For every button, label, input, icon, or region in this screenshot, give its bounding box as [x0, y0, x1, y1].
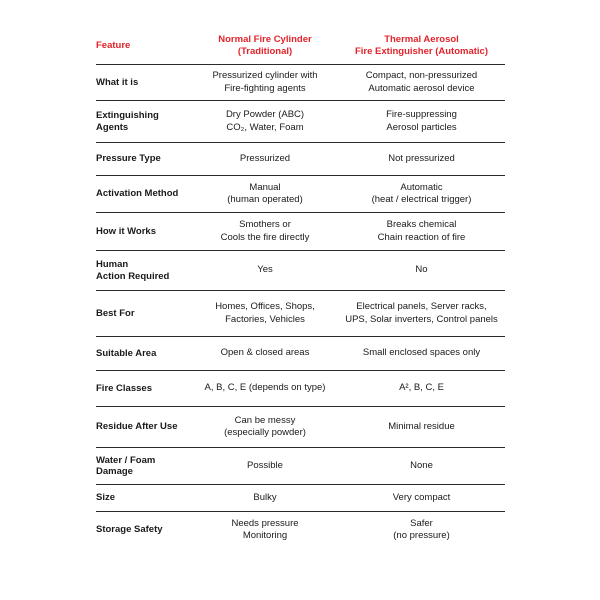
- feature-label: [96, 226, 192, 237]
- feature-label-line: Pressure Type: [96, 153, 161, 165]
- feature-label-line: How it Works: [96, 225, 156, 237]
- feature-label: [96, 383, 192, 394]
- thermal-aerosol-value: [338, 301, 505, 326]
- normal-cylinder-value: [192, 153, 338, 165]
- feature-label-line: Fire Classes: [96, 382, 152, 394]
- thermal-aerosol-value-line: (heat / electrical trigger): [371, 194, 472, 205]
- thermal-aerosol-value-line: Automatic: [400, 181, 443, 193]
- feature-label: [96, 308, 192, 319]
- feature-label: [96, 153, 192, 164]
- table-row: [96, 512, 505, 548]
- comparison-table: [96, 27, 505, 548]
- thermal-aerosol-value: [338, 492, 505, 504]
- thermal-aerosol-value: [338, 264, 505, 276]
- feature-label-line: Best For: [96, 307, 135, 319]
- table-row: [96, 291, 505, 337]
- table-row: [96, 371, 505, 407]
- normal-cylinder-value-line: Factories, Vehicles: [225, 313, 305, 325]
- thermal-aerosol-value: [338, 382, 505, 394]
- normal-cylinder-value-line: Bulky: [253, 491, 277, 503]
- thermal-aerosol-value: [338, 421, 505, 433]
- thermal-aerosol-value-line: Chain reaction of fire: [377, 231, 466, 243]
- thermal-aerosol-value: [338, 347, 505, 359]
- table-row: [96, 213, 505, 251]
- thermal-aerosol-value-line: Automatic aerosol device: [368, 82, 475, 94]
- normal-cylinder-value-line: Yes: [257, 264, 273, 276]
- thermal-aerosol-value-line: No: [415, 264, 428, 276]
- thermal-aerosol-value-line: None: [410, 459, 433, 471]
- normal-cylinder-value-line: (human operated): [227, 194, 303, 205]
- feature-label: [96, 110, 192, 133]
- normal-cylinder-value-line: Can be messy: [234, 414, 296, 426]
- normal-cylinder-value-line: Cools the fire directly: [220, 231, 310, 243]
- normal-cylinder-value-line: Monitoring: [242, 530, 288, 541]
- normal-cylinder-value-line: Fire-fighting agents: [224, 82, 306, 94]
- thermal-aerosol-value-line: Aerosol particles: [386, 121, 457, 133]
- table-body: [96, 65, 505, 548]
- feature-label-line: Activation Method: [96, 188, 179, 200]
- thermal-aerosol-value-line: Small enclosed spaces only: [362, 347, 481, 359]
- table-row: [96, 101, 505, 143]
- normal-cylinder-value-line: Homes, Offices, Shops,: [215, 301, 315, 313]
- thermal-aerosol-value: [338, 460, 505, 472]
- normal-cylinder-value: [192, 264, 338, 276]
- feature-label-line: Water / Foam: [96, 454, 156, 466]
- feature-label-line: Size: [96, 492, 116, 504]
- normal-cylinder-value-line: Possible: [247, 459, 283, 471]
- normal-cylinder-value: [192, 301, 338, 326]
- thermal-aerosol-value-line: Fire-suppressing: [386, 109, 457, 121]
- table-row: [96, 448, 505, 485]
- normal-cylinder-value: [192, 492, 338, 504]
- thermal-aerosol-value-line: Minimal residue: [388, 420, 455, 432]
- feature-label: [96, 348, 192, 359]
- normal-cylinder-value: [192, 347, 338, 359]
- feature-label-line: Extinguishing: [96, 110, 159, 122]
- normal-cylinder-value: [192, 109, 338, 134]
- normal-cylinder-value: [192, 460, 338, 472]
- feature-label-line: Human: [96, 259, 129, 271]
- table-row: [96, 176, 505, 213]
- feature-label-line: Residue After Use: [96, 421, 178, 433]
- normal-cylinder-value-line: Pressurized: [239, 152, 291, 164]
- thermal-aerosol-value-line: UPS, Solar inverters, Control panels: [345, 313, 498, 325]
- normal-cylinder-value-line: Smothers or: [239, 219, 291, 231]
- thermal-aerosol-value-line: (no pressure): [393, 530, 450, 541]
- thermal-aerosol-value: [338, 153, 505, 165]
- feature-label-line: Agents: [96, 121, 129, 133]
- normal-cylinder-value-line: Pressurized cylinder with: [212, 70, 318, 82]
- feature-label-line: Suitable Area: [96, 347, 157, 359]
- normal-cylinder-value-line: (especially powder): [224, 427, 306, 438]
- thermal-aerosol-value: [338, 182, 505, 207]
- thermal-aerosol-value-line: Electrical panels, Server racks,: [356, 301, 487, 313]
- thermal-aerosol-value-line: Safer: [410, 517, 433, 529]
- normal-cylinder-value-line: Manual: [249, 181, 281, 193]
- normal-cylinder-value-line: Dry Powder (ABC): [225, 109, 305, 121]
- feature-label-line: What it is: [96, 76, 139, 88]
- header-normal-cylinder: Normal Fire Cylinder (Traditional): [218, 33, 312, 57]
- normal-cylinder-value: [192, 415, 338, 440]
- feature-label-line: Damage: [96, 466, 133, 477]
- normal-cylinder-value-line: CO₂, Water, Foam: [226, 121, 304, 133]
- feature-label: [96, 492, 192, 503]
- thermal-aerosol-value-line: Compact, non-pressurized: [365, 70, 478, 82]
- normal-cylinder-value: [192, 219, 338, 244]
- table-row: [96, 143, 505, 176]
- normal-cylinder-value-line: A, B, C, E (depends on type): [204, 382, 326, 394]
- thermal-aerosol-value-line: Not pressurized: [388, 152, 455, 164]
- table-row: [96, 485, 505, 512]
- normal-cylinder-value-line: Open & closed areas: [220, 347, 310, 359]
- normal-cylinder-value: [192, 518, 338, 543]
- table-row: [96, 337, 505, 371]
- header-feature: Feature: [96, 39, 131, 51]
- normal-cylinder-value: [192, 70, 338, 95]
- table-row: [96, 251, 505, 291]
- feature-label-line: Storage Safety: [96, 524, 163, 536]
- thermal-aerosol-value-line: Very compact: [392, 491, 451, 503]
- thermal-aerosol-value: [338, 518, 505, 543]
- feature-label: [96, 188, 192, 199]
- normal-cylinder-value-line: Needs pressure: [231, 517, 299, 529]
- thermal-aerosol-value-line: Breaks chemical: [386, 219, 457, 231]
- feature-label: [96, 259, 192, 282]
- thermal-aerosol-value: [338, 70, 505, 95]
- feature-label: [96, 524, 192, 535]
- table-row: [96, 65, 505, 101]
- feature-label: [96, 77, 192, 88]
- normal-cylinder-value: [192, 182, 338, 207]
- table-header: [96, 27, 505, 65]
- normal-cylinder-value: [192, 382, 338, 394]
- thermal-aerosol-value: [338, 109, 505, 134]
- thermal-aerosol-value: [338, 219, 505, 244]
- header-thermal-aerosol: Thermal Aerosol Fire Extinguisher (Automatic): [354, 33, 488, 57]
- feature-label-line: Action Required: [96, 270, 170, 282]
- thermal-aerosol-value-line: A², B, C, E: [399, 382, 444, 394]
- table-row: [96, 407, 505, 448]
- feature-label: [96, 455, 192, 478]
- feature-label: [96, 421, 192, 432]
